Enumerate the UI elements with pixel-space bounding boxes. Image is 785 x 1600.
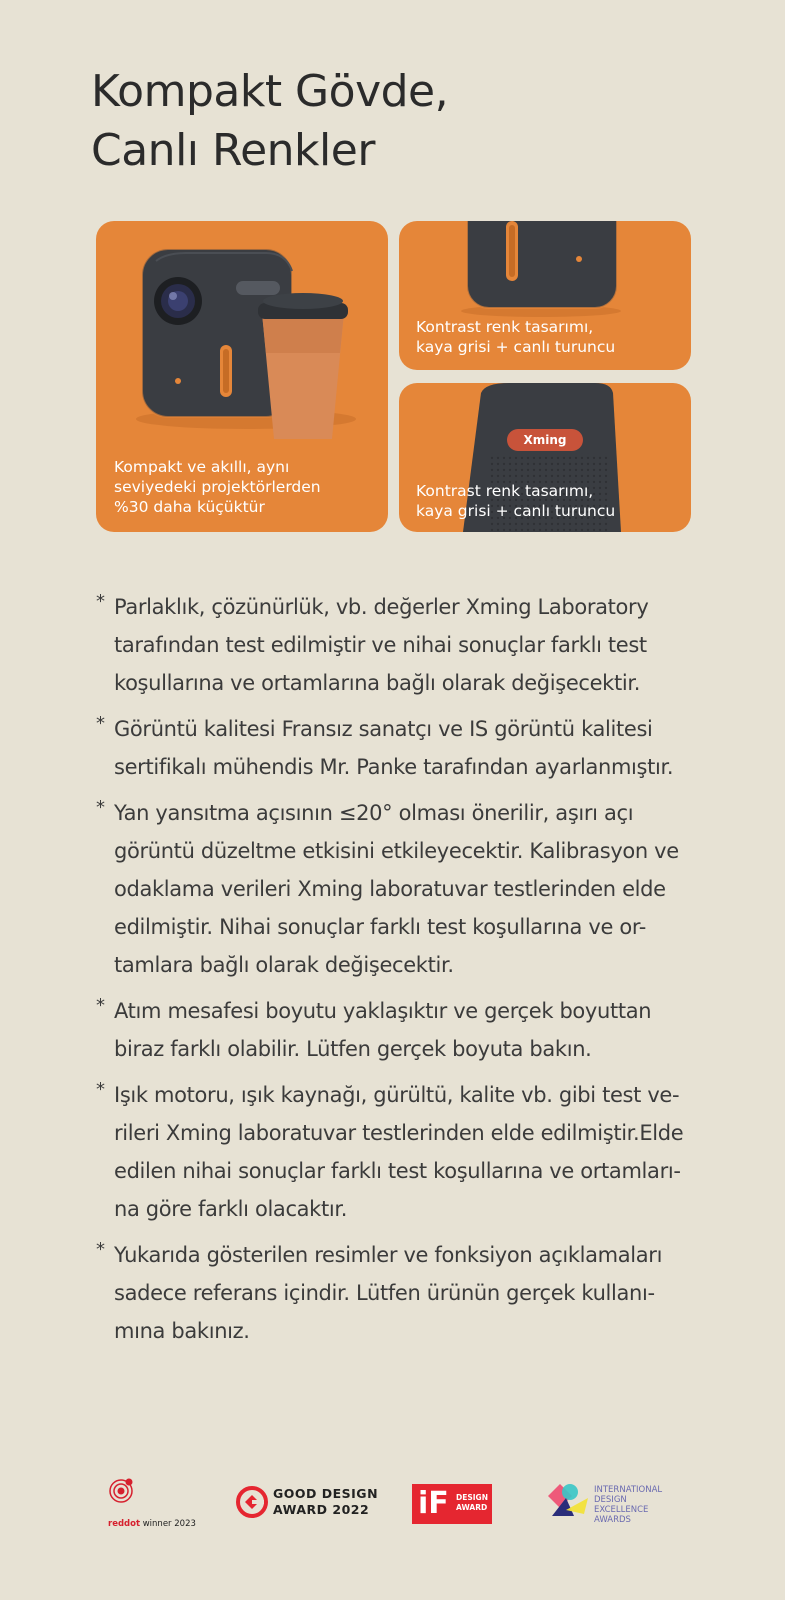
note-line: Işık motoru, ışık kaynağı, gürültü, kalite vb. gibi test ve- xyxy=(114,1083,680,1107)
idea-logo-icon xyxy=(544,1480,592,1520)
note-item xyxy=(96,794,716,984)
reddot-label xyxy=(108,1519,196,1529)
page-title xyxy=(91,62,448,180)
card-tr-caption-line-1: Kontrast renk tasarımı, xyxy=(416,318,594,336)
disclaimer-notes xyxy=(96,588,716,1358)
idea-line-1: INTERNATIONAL xyxy=(594,1485,663,1495)
card-main-caption-line-1: Kompakt ve akıllı, aynı xyxy=(114,458,290,476)
card-main-caption-line-2: seviyedeki projektörlerden xyxy=(114,478,321,496)
idea-award xyxy=(544,1480,663,1525)
if-design-text xyxy=(456,1493,488,1513)
note-line: tamlara bağlı olarak değişecektir. xyxy=(114,953,454,977)
idea-line-2: DESIGN xyxy=(594,1495,627,1505)
note-line: koşullarına ve ortamlarına bağlı olarak değişecektir. xyxy=(114,671,641,695)
note-line: sadece referans içindir. Lütfen ürünün gerçek kullanı- xyxy=(114,1281,655,1305)
note-line: mına bakınız. xyxy=(114,1319,250,1343)
asterisk-icon: * xyxy=(96,1079,105,1100)
note-line: odaklama verileri Xming laboratuvar testlerinden elde xyxy=(114,877,666,901)
note-item xyxy=(96,1076,716,1228)
card-tr-caption xyxy=(416,317,615,357)
reddot-logo-icon xyxy=(108,1477,138,1513)
reddot-year: winner 2023 xyxy=(140,1519,196,1529)
note-line: edilmiştir. Nihai sonuçlar farklı test koşullarına ve or- xyxy=(114,915,647,939)
asterisk-icon: * xyxy=(96,713,105,734)
if-logo: iF xyxy=(418,1486,449,1521)
note-line: Görüntü kalitesi Fransız sanatçı ve IS görüntü kalitesi xyxy=(114,717,653,741)
asterisk-icon: * xyxy=(96,591,105,612)
title-line-2: Canlı Renkler xyxy=(91,125,375,176)
note-line: biraz farklı olabilir. Lütfen gerçek boyuta bakın. xyxy=(114,1037,592,1061)
reddot-brand: reddot xyxy=(108,1519,141,1529)
note-item xyxy=(96,1236,716,1350)
good-design-line-2: AWARD 2022 xyxy=(273,1502,370,1517)
if-line-1: DESIGN xyxy=(456,1493,488,1502)
if-line-2: AWARD xyxy=(456,1503,488,1512)
card-compact-size xyxy=(96,221,388,532)
card-contrast-bottom xyxy=(399,383,691,532)
asterisk-icon: * xyxy=(96,995,105,1016)
note-item xyxy=(96,588,716,702)
reddot-award xyxy=(108,1477,196,1529)
note-line: tarafından test edilmiştir ve nihai sonuçlar farklı test xyxy=(114,633,647,657)
xming-badge: Xming xyxy=(523,433,567,447)
note-line: Yukarıda gösterilen resimler ve fonksiyon açıklamaları xyxy=(114,1243,663,1267)
note-line: görüntü düzeltme etkisini etkileyecektir. Kalibrasyon ve xyxy=(114,839,679,863)
note-line: Parlaklık, çözünürlük, vb. değerler Xming Laboratory xyxy=(114,595,649,619)
card-main-caption-line-3: %30 daha küçüktür xyxy=(114,498,265,516)
note-line: sertifikalı mühendis Mr. Panke tarafından ayarlanmıştır. xyxy=(114,755,674,779)
card-main-caption xyxy=(114,457,321,517)
asterisk-icon: * xyxy=(96,1239,105,1260)
note-item xyxy=(96,710,716,786)
awards-row xyxy=(96,1472,706,1532)
idea-line-3: EXCELLENCE xyxy=(594,1505,649,1515)
title-line-1: Kompakt Gövde, xyxy=(91,66,449,117)
good-design-text xyxy=(273,1486,378,1518)
note-line: rileri Xming laboratuvar testlerinden elde edilmiştir.Elde xyxy=(114,1121,684,1145)
note-line: Atım mesafesi boyutu yaklaşıktır ve gerçek boyuttan xyxy=(114,999,652,1023)
note-item xyxy=(96,992,716,1068)
if-design-award xyxy=(412,1484,492,1524)
projector-with-cup-image xyxy=(96,221,388,451)
idea-text xyxy=(594,1485,662,1525)
good-design-g-icon xyxy=(236,1486,268,1518)
note-line: edilen nihai sonuçlar farklı test koşullarına ve ortamları- xyxy=(114,1159,681,1183)
card-contrast-top xyxy=(399,221,691,370)
note-line: na göre farklı olacaktır. xyxy=(114,1197,348,1221)
card-br-caption xyxy=(416,481,615,521)
card-tr-caption-line-2: kaya grisi + canlı turuncu xyxy=(416,338,616,356)
good-design-award xyxy=(236,1486,379,1522)
asterisk-icon: * xyxy=(96,797,105,818)
card-br-caption-line-1: Kontrast renk tasarımı, xyxy=(416,482,594,500)
good-design-line-1: GOOD DESIGN xyxy=(273,1486,379,1501)
note-line: Yan yansıtma açısının ≤20° olması önerilir, aşırı açı xyxy=(114,801,634,825)
idea-line-4: AWARDS xyxy=(594,1515,631,1525)
card-br-caption-line-2: kaya grisi + canlı turuncu xyxy=(416,502,616,520)
